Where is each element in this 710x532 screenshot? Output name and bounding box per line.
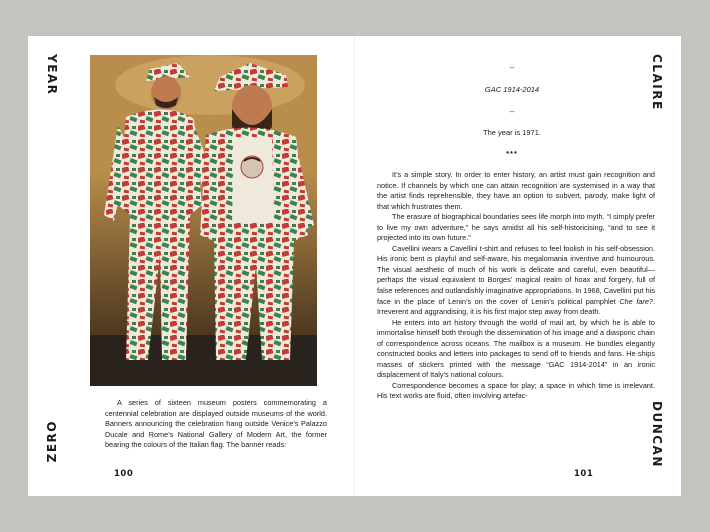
right-page bbox=[355, 36, 681, 496]
left-page bbox=[28, 36, 354, 496]
paragraph-3-end: . Irreverent and aggrandising, it is his first major step away from death. bbox=[377, 296, 655, 317]
gac-heading: GAC 1914-2014 bbox=[484, 85, 540, 94]
dash-divider-bottom: -- bbox=[509, 107, 515, 116]
running-head-claire: CLAIRE bbox=[650, 54, 664, 111]
paragraph-5: Correspondence becomes a space for play; a space in which time is irrelevant. His text works are fluid, often involving artefac- bbox=[377, 380, 655, 401]
photograph-two-men-in-printed-suits bbox=[90, 55, 317, 386]
photo-caption bbox=[105, 398, 327, 451]
dash-divider-top: -- bbox=[509, 63, 515, 72]
paragraph-3-start: Cavellini wears a Cavellini t-shirt and refuses to feel foolish in his self-obsession. His ironic bent is playful and self-aware, his megalomania inventive and humourous. The visual aesthetic of much of his work is delicate and careful, even beautiful—perhaps the visual equivalent to Borges’ magical realm of hoax and forgery, full of false references and outlandishly imaginative appropriations. In 1968, Cavellini put his face in the place of Lenin’s on the cover of Lenin’s political pamphlet bbox=[377, 243, 655, 306]
page-number-right: 101 bbox=[574, 469, 594, 479]
paragraph-1: It’s a simple story. In order to enter history, an artist must gain recognition and notice. If channels by which one can attain recognition are systemised in a way that the artist finds reprehensible, they have an option to subvert, parody, make light of that which frustrates them. bbox=[377, 170, 655, 211]
caption-text: A series of sixteen museum posters commemorating a centennial celebration are displayed outside museums of the world. Banners announcing the celebration hang outside Venice’s Palazzo Ducale and Rome’s National Gallery of Modern Art, the former bearing the colours of the Italian flag. The banner reads: bbox=[105, 398, 327, 450]
body-text bbox=[377, 170, 655, 402]
year-line: The year is 1971. bbox=[483, 128, 541, 137]
page-number-left: 100 bbox=[114, 469, 134, 479]
asterisk-divider: *** bbox=[506, 149, 518, 158]
paragraph-3 bbox=[377, 244, 655, 318]
che-fare-title: Che fare? bbox=[619, 296, 653, 306]
running-head-duncan: DUNCAN bbox=[650, 401, 664, 468]
paragraph-4: He enters into art history through the world of mail art, by which he is able to immortalise himself both through the dissemination of his image and a diasporic chain of correspondence across oceans. The mailbox is a museum. He bundles elegantly constructed books and letters into packages to send off to friends and fans. He ships masses of stickers printed with the message “GAC 1914-2014” in an ironic displacement of Italy’s national colours. bbox=[377, 317, 655, 380]
running-head-zero: ZERO bbox=[45, 420, 59, 463]
book-spread bbox=[28, 36, 681, 496]
paragraph-2: The erasure of biographical boundaries sees life morph into myth. “I simply prefer to live my own adventure,” he says amidst all his self-historicising, “and to see it projected into its own future.” bbox=[377, 212, 655, 243]
running-head-year: YEAR bbox=[45, 54, 59, 96]
